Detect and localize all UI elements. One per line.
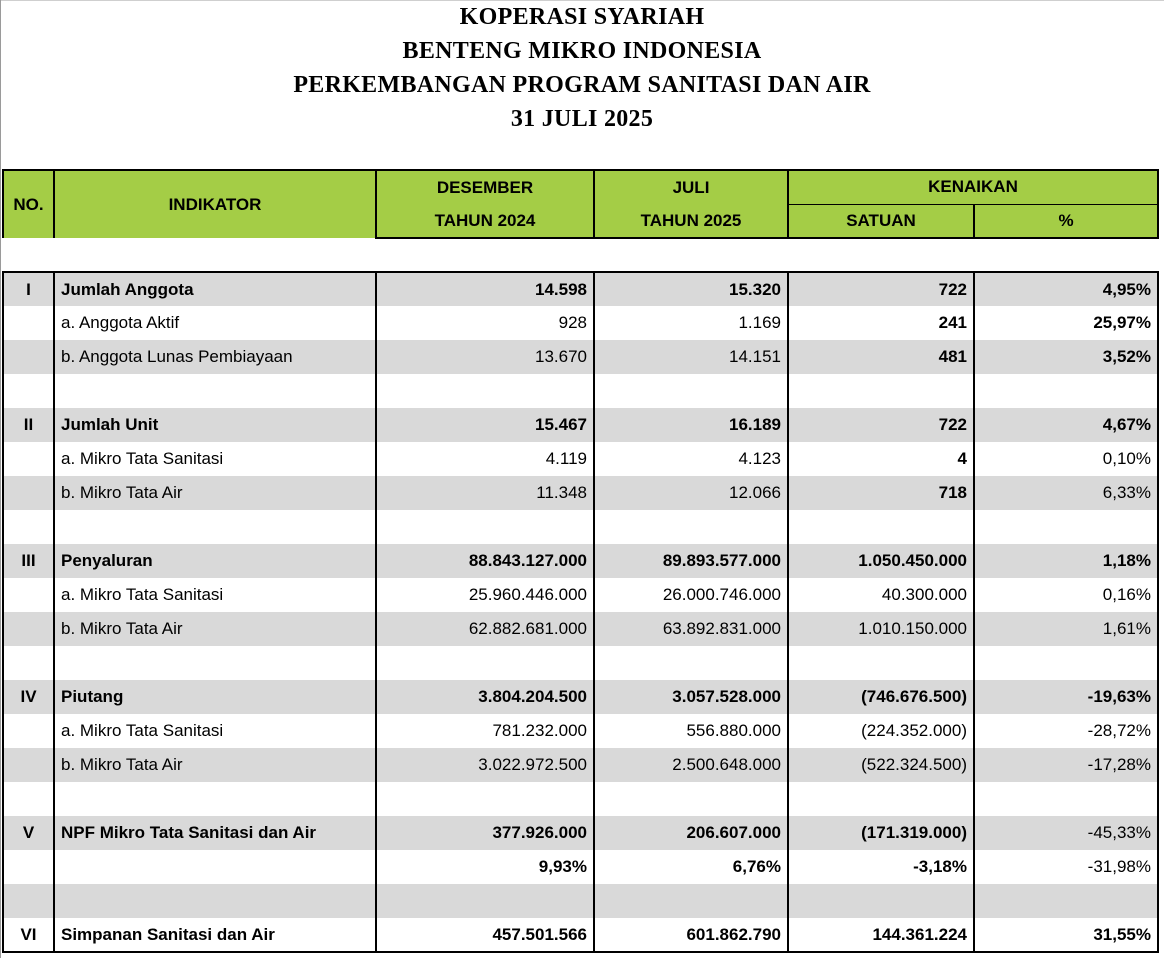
header-gap bbox=[3, 238, 1158, 272]
row-juli-value: 601.862.790 bbox=[594, 918, 788, 952]
row-number bbox=[3, 748, 54, 782]
row-number bbox=[3, 340, 54, 374]
row-percent-value: -19,63% bbox=[974, 680, 1158, 714]
row-juli-value: 12.066 bbox=[594, 476, 788, 510]
row-satuan-value: -3,18% bbox=[788, 850, 974, 884]
table-row bbox=[3, 306, 1158, 340]
row-percent-value: 4,67% bbox=[974, 408, 1158, 442]
row-desember-value: 377.926.000 bbox=[376, 816, 594, 850]
row-juli-value: 3.057.528.000 bbox=[594, 680, 788, 714]
row-satuan-value: 40.300.000 bbox=[788, 578, 974, 612]
header-tahun-2025: TAHUN 2025 bbox=[594, 204, 788, 238]
row-satuan-value: 1.010.150.000 bbox=[788, 612, 974, 646]
row-percent-value: -31,98% bbox=[974, 850, 1158, 884]
row-percent-value: 6,33% bbox=[974, 476, 1158, 510]
row-juli-value: 26.000.746.000 bbox=[594, 578, 788, 612]
spacer-row bbox=[3, 782, 1158, 816]
row-satuan-value: 144.361.224 bbox=[788, 918, 974, 952]
row-percent-value: 25,97% bbox=[974, 306, 1158, 340]
header-indikator: INDIKATOR bbox=[54, 170, 376, 238]
header-percent: % bbox=[974, 204, 1158, 238]
row-indicator-label: Jumlah Anggota bbox=[54, 272, 376, 306]
table-row bbox=[3, 714, 1158, 748]
row-indicator-label: NPF Mikro Tata Sanitasi dan Air bbox=[54, 816, 376, 850]
row-indicator-label: Jumlah Unit bbox=[54, 408, 376, 442]
row-number bbox=[3, 306, 54, 340]
row-satuan-value: 1.050.450.000 bbox=[788, 544, 974, 578]
row-juli-value: 4.123 bbox=[594, 442, 788, 476]
table-row bbox=[3, 272, 1158, 306]
row-percent-value: -45,33% bbox=[974, 816, 1158, 850]
row-desember-value: 15.467 bbox=[376, 408, 594, 442]
row-juli-value: 63.892.831.000 bbox=[594, 612, 788, 646]
table-row bbox=[3, 578, 1158, 612]
row-juli-value: 16.189 bbox=[594, 408, 788, 442]
row-indicator-label: a. Anggota Aktif bbox=[54, 306, 376, 340]
header-desember: DESEMBER bbox=[376, 170, 594, 204]
row-number bbox=[3, 476, 54, 510]
row-desember-value: 13.670 bbox=[376, 340, 594, 374]
row-indicator-label: b. Mikro Tata Air bbox=[54, 612, 376, 646]
row-desember-value: 928 bbox=[376, 306, 594, 340]
row-percent-value: -17,28% bbox=[974, 748, 1158, 782]
row-number: I bbox=[3, 272, 54, 306]
row-satuan-value: 4 bbox=[788, 442, 974, 476]
table-row bbox=[3, 612, 1158, 646]
row-indicator-label: b. Mikro Tata Air bbox=[54, 748, 376, 782]
report-title-program: PERKEMBANGAN PROGRAM SANITASI DAN AIR bbox=[293, 72, 871, 98]
row-juli-value: 556.880.000 bbox=[594, 714, 788, 748]
row-desember-value: 62.882.681.000 bbox=[376, 612, 594, 646]
row-number: III bbox=[3, 544, 54, 578]
row-juli-value: 1.169 bbox=[594, 306, 788, 340]
row-percent-value: 1,18% bbox=[974, 544, 1158, 578]
table-row bbox=[3, 476, 1158, 510]
row-percent-value: 3,52% bbox=[974, 340, 1158, 374]
report-title-date: 31 JULI 2025 bbox=[510, 106, 654, 132]
row-desember-value: 781.232.000 bbox=[376, 714, 594, 748]
row-juli-value: 89.893.577.000 bbox=[594, 544, 788, 578]
spacer-row bbox=[3, 646, 1158, 680]
row-percent-value: 0,10% bbox=[974, 442, 1158, 476]
row-satuan-value: (522.324.500) bbox=[788, 748, 974, 782]
row-desember-value: 457.501.566 bbox=[376, 918, 594, 952]
row-percent-value: 4,95% bbox=[974, 272, 1158, 306]
report-table bbox=[2, 169, 1159, 953]
table-body bbox=[3, 272, 1158, 952]
header-no: NO. bbox=[3, 170, 54, 238]
row-percent-value: 0,16% bbox=[974, 578, 1158, 612]
spacer-row bbox=[3, 374, 1158, 408]
row-indicator-label: a. Mikro Tata Sanitasi bbox=[54, 442, 376, 476]
row-number bbox=[3, 714, 54, 748]
table-row bbox=[3, 340, 1158, 374]
row-indicator-label: b. Mikro Tata Air bbox=[54, 476, 376, 510]
row-desember-value: 14.598 bbox=[376, 272, 594, 306]
row-indicator-label: a. Mikro Tata Sanitasi bbox=[54, 578, 376, 612]
row-satuan-value: 481 bbox=[788, 340, 974, 374]
row-desember-value: 25.960.446.000 bbox=[376, 578, 594, 612]
table-row bbox=[3, 850, 1158, 884]
row-number bbox=[3, 612, 54, 646]
table-row bbox=[3, 918, 1158, 952]
row-number: IV bbox=[3, 680, 54, 714]
row-desember-value: 88.843.127.000 bbox=[376, 544, 594, 578]
row-number: V bbox=[3, 816, 54, 850]
row-percent-value: 1,61% bbox=[974, 612, 1158, 646]
table-row bbox=[3, 442, 1158, 476]
table-row bbox=[3, 680, 1158, 714]
row-satuan-value: (171.319.000) bbox=[788, 816, 974, 850]
row-satuan-value: (224.352.000) bbox=[788, 714, 974, 748]
header-row-1 bbox=[3, 170, 1158, 204]
left-border-line bbox=[0, 0, 1, 958]
row-number: VI bbox=[3, 918, 54, 952]
row-juli-value: 14.151 bbox=[594, 340, 788, 374]
row-percent-value: 31,55% bbox=[974, 918, 1158, 952]
row-juli-value: 6,76% bbox=[594, 850, 788, 884]
row-satuan-value: 722 bbox=[788, 272, 974, 306]
row-juli-value: 2.500.648.000 bbox=[594, 748, 788, 782]
row-desember-value: 3.804.204.500 bbox=[376, 680, 594, 714]
header-tahun-2024: TAHUN 2024 bbox=[376, 204, 594, 238]
row-satuan-value: 241 bbox=[788, 306, 974, 340]
spacer-row bbox=[3, 884, 1158, 918]
row-juli-value: 15.320 bbox=[594, 272, 788, 306]
row-indicator-label: a. Mikro Tata Sanitasi bbox=[54, 714, 376, 748]
row-indicator-label bbox=[54, 850, 376, 884]
table-row bbox=[3, 544, 1158, 578]
row-desember-value: 11.348 bbox=[376, 476, 594, 510]
table-row bbox=[3, 408, 1158, 442]
report-title-org: KOPERASI SYARIAH bbox=[459, 4, 705, 30]
row-juli-value: 206.607.000 bbox=[594, 816, 788, 850]
row-satuan-value: (746.676.500) bbox=[788, 680, 974, 714]
row-desember-value: 9,93% bbox=[376, 850, 594, 884]
spacer-row bbox=[3, 510, 1158, 544]
row-number bbox=[3, 850, 54, 884]
table-row bbox=[3, 816, 1158, 850]
report-title-org-name: BENTENG MIKRO INDONESIA bbox=[402, 38, 762, 64]
row-desember-value: 3.022.972.500 bbox=[376, 748, 594, 782]
row-indicator-label: Simpanan Sanitasi dan Air bbox=[54, 918, 376, 952]
row-number: II bbox=[3, 408, 54, 442]
header-kenaikan: KENAIKAN bbox=[788, 170, 1158, 204]
row-percent-value: -28,72% bbox=[974, 714, 1158, 748]
header-satuan: SATUAN bbox=[788, 204, 974, 238]
row-indicator-label: Piutang bbox=[54, 680, 376, 714]
row-satuan-value: 722 bbox=[788, 408, 974, 442]
row-indicator-label: b. Anggota Lunas Pembiayaan bbox=[54, 340, 376, 374]
row-number bbox=[3, 442, 54, 476]
header-juli: JULI bbox=[594, 170, 788, 204]
row-indicator-label: Penyaluran bbox=[54, 544, 376, 578]
row-desember-value: 4.119 bbox=[376, 442, 594, 476]
row-number bbox=[3, 578, 54, 612]
row-satuan-value: 718 bbox=[788, 476, 974, 510]
table-row bbox=[3, 748, 1158, 782]
